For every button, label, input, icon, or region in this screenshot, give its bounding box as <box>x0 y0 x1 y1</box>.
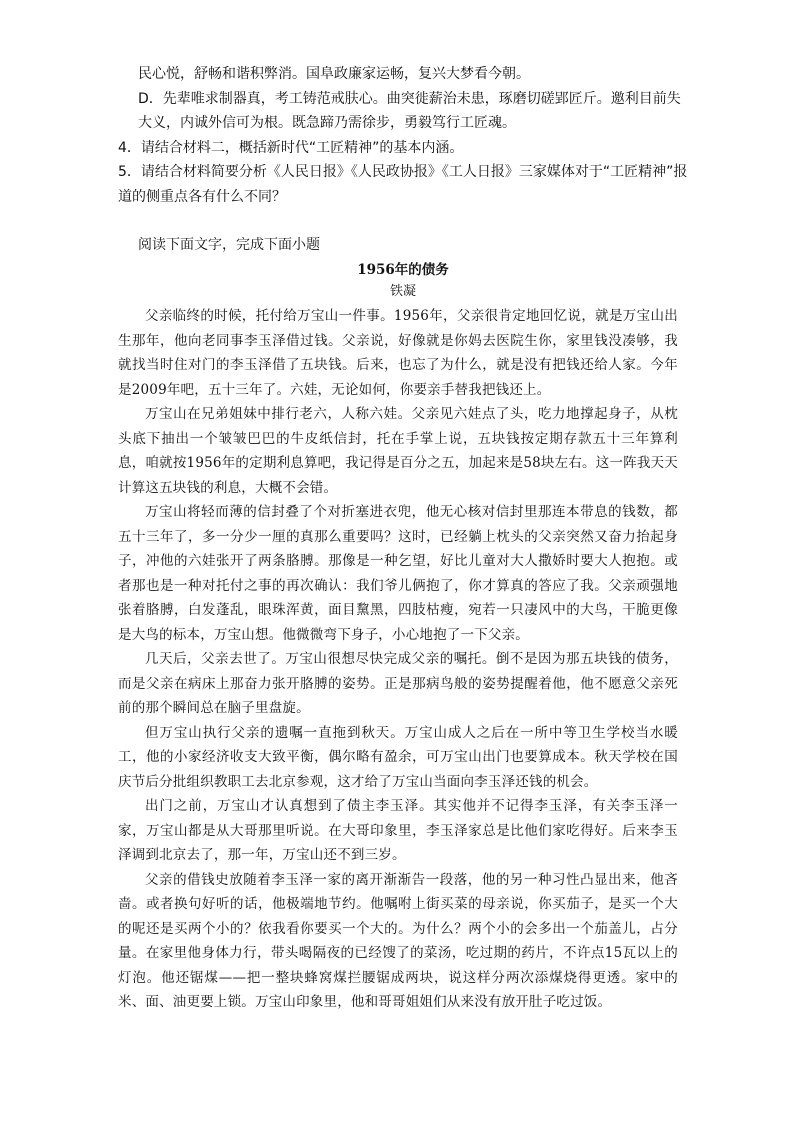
question-section <box>118 62 688 209</box>
article-title: 1956年的债务 <box>357 262 449 278</box>
paragraph: 万宝山在兄弟姐妹中排行老六，人称六娃。父亲见六娃点了头，吃力地撑起身子，从枕头底下抽出一个皱皱巴巴的牛皮纸信封，托在手掌上说，五块钱按定期存款五十三年算利息，咱就按1956年的定期利息算吧，我记得是百分之五，加起来是58块左右。这一阵我天天计算这五块钱的利息，大概不会错。 <box>118 406 678 496</box>
reading-instruction: 阅读下面文字，完成下面小题 <box>138 237 320 253</box>
article-body <box>118 304 678 1015</box>
paragraph: 出门之前，万宝山才认真想到了债主李玉泽。其实他并不记得李玉泽，有关李玉泽一家，万宝山都是从大哥那里听说。在大哥印象里，李玉泽家总是比他们家吃得好。后来李玉泽调到北京去了，那一年，万宝山还不到三岁。 <box>118 798 678 863</box>
option-c-continuation: 民心悦，舒畅和谐积弊消。国阜政廉家运畅，复兴大梦看今朝。 <box>138 66 530 82</box>
question-4: 4．请结合材料二，概括新时代“工匠精神”的基本内涵。 <box>118 139 464 156</box>
paragraph: 父亲的借钱史放随着李玉泽一家的离开渐渐告一段落，他的另一种习性凸显出来，他吝啬。或者换句好听的话，他极端地节约。他嘱咐上街买菜的母亲说，你买茄子，是买一个大的呢还是买两个小的？依我看你要买一个大的。为什么？两个小的会多出一个茄盖儿，占分量。在家里他身体力行，带头喝隔夜的已经馊了的菜汤，吃过期的药片，不许点15瓦以上的灯泡。他还锯煤——把一整块蜂窝煤拦腰锯成两块，说这样分两次添煤烧得更透。家中的米、面、油更要上锁。万宝山印象里，他和哥哥姐姐们从来没有放开肚子吃过饭。 <box>118 871 678 1010</box>
option-d: D．先辈唯求制器真，考工铸范戒肤心。曲突徙薪治未患，琢磨切磋郢匠斤。邀利目前失大义，内诚外信可为根。既急蹄乃需徐步，勇毅笃行工匠魂。 <box>138 90 681 131</box>
article-author: 铁凝 <box>389 284 416 299</box>
paragraph: 父亲临终的时候，托付给万宝山一件事。1956年，父亲很肯定地回忆说，就是万宝山出生那年，他向老同事李玉泽借过钱。父亲说，好像就是你妈去医院生你，家里钱没凑够，我就找当时住对门的李玉泽借了五块钱。后来，也忘了为什么，就是没有把钱还给人家。今年是2009年吧，五十三年了。六娃，无论如何，你要亲手替我把钱还上。 <box>118 308 678 398</box>
paragraph: 几天后，父亲去世了。万宝山很想尽快完成父亲的嘱托。倒不是因为那五块钱的债务，而是父亲在病床上那奋力张开胳膊的姿势。正是那病鸟般的姿势提醒着他，他不愿意父亲死前的那个瞬间总在脑子里盘旋。 <box>118 651 678 716</box>
paragraph: 但万宝山执行父亲的遗嘱一直拖到秋天。万宝山成人之后在一所中等卫生学校当水暖工，他的小家经济收支大致平衡，偶尔略有盈余，可万宝山出门也要算成本。秋天学校在国庆节后分批组织教职工去北京参观，这才给了万宝山当面向李玉泽还钱的机会。 <box>118 724 678 790</box>
question-5: 5．请结合材料简要分析《人民日报》《人民政协报》《工人日报》三家媒体对于“工匠精神”报道的侧重点各有什么不同？ <box>118 164 688 205</box>
paragraph: 万宝山将轻而薄的信封叠了个对折塞进衣兜，他无心核对信封里那连本带息的钱数，都五十三年了，多一分少一厘的真那么重要吗？这时，已经躺上枕头的父亲突然又奋力抬起身子，冲他的六娃张开了两条胳膊。那像是一种乞望，好比儿童对大人撒娇时要大人抱抱。或者那也是一种对托付之事的再次确认：我们爷儿俩抱了，你才算真的答应了我。父亲顽强地张着胳膊，白发蓬乱，眼珠浑黄，面目黧黑，四肢枯瘦，宛若一只凄风中的大鸟，干脆更像是大鸟的标本，万宝山想。他微微弯下身子，小心地抱了一下父亲。 <box>118 504 678 643</box>
